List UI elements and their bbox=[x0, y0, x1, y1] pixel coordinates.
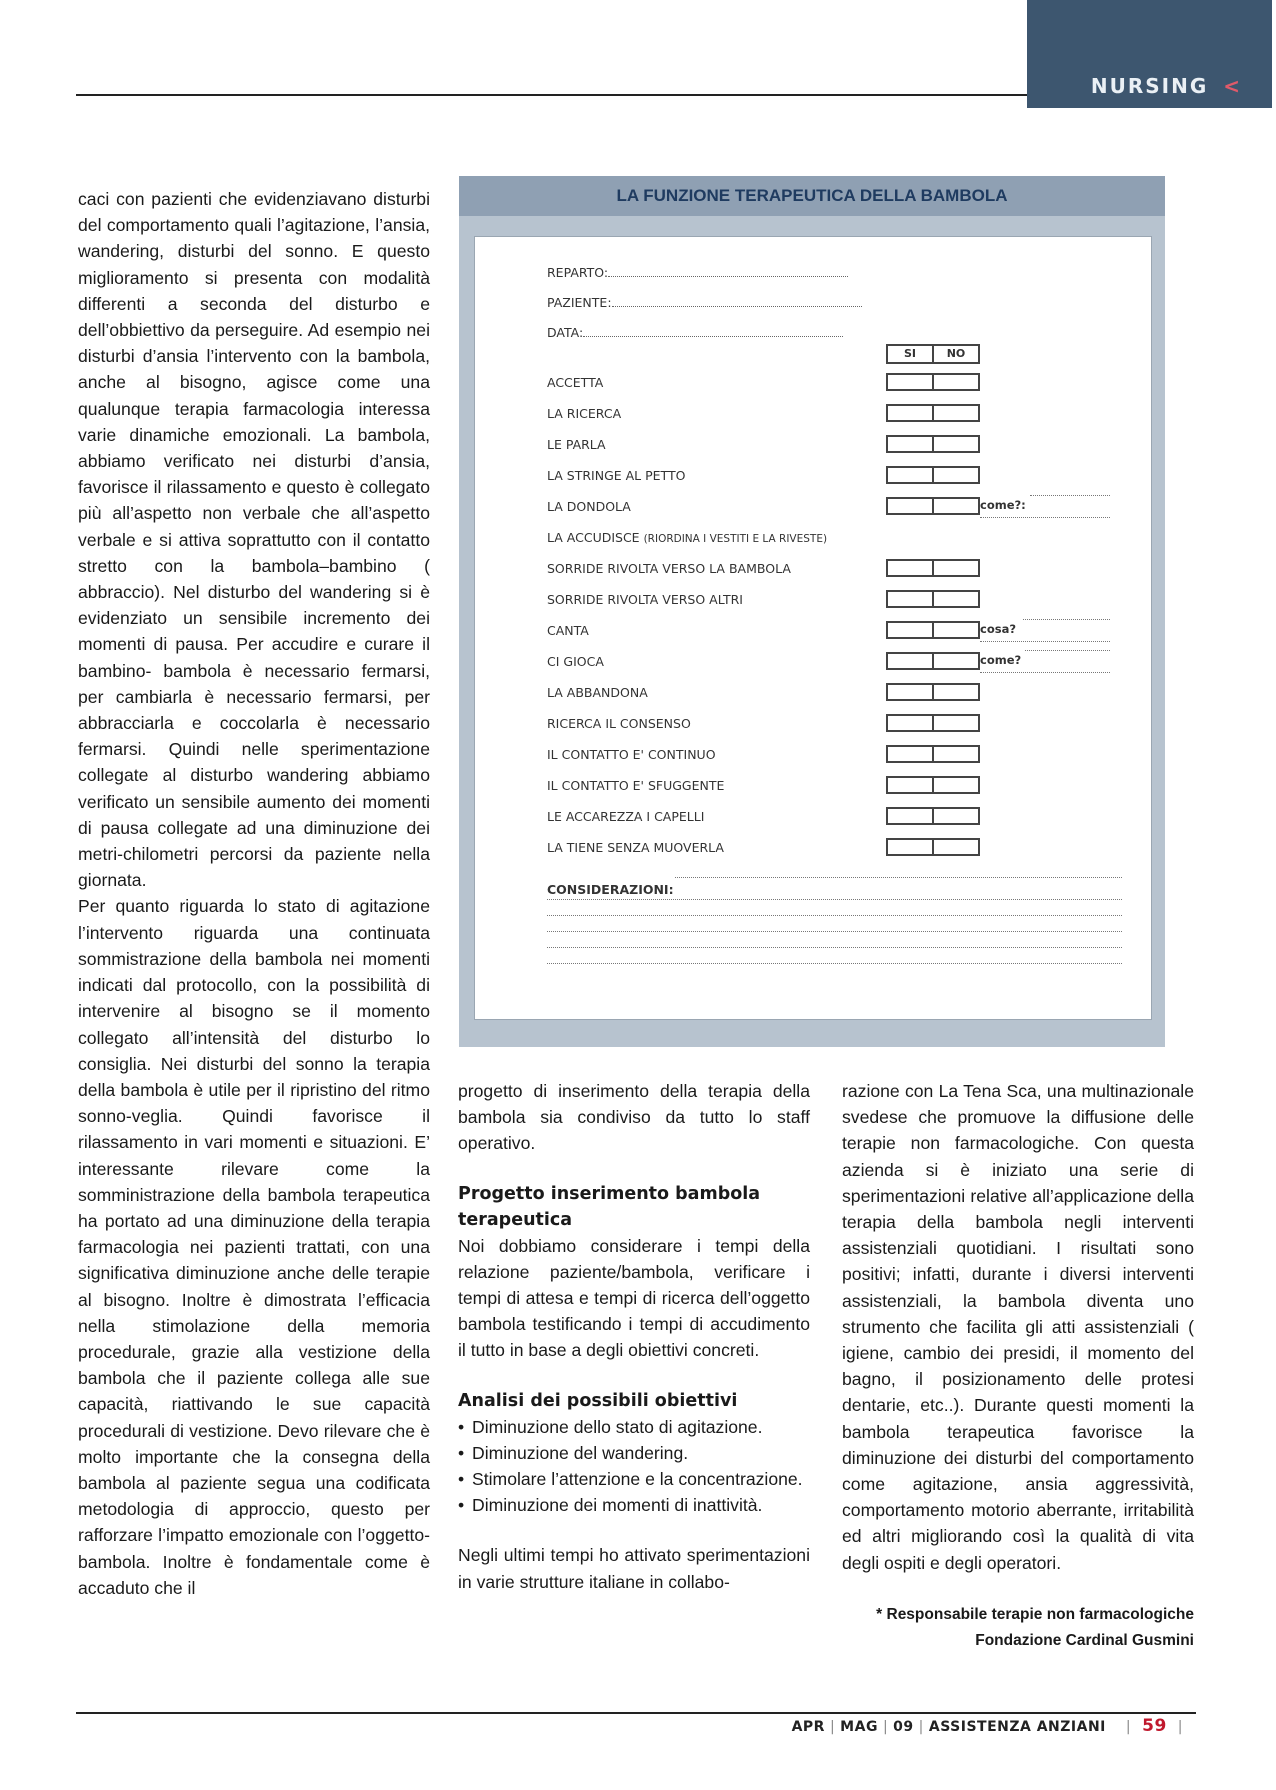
checkbox-pair[interactable] bbox=[886, 621, 980, 639]
page-footer: APR | MAG | 09 | ASSISTENZA ANZIANI | 59 | bbox=[791, 1716, 1183, 1736]
no-label: NO bbox=[946, 347, 966, 360]
field-data: DATA: bbox=[547, 325, 843, 340]
row-label: LA STRINGE AL PETTO bbox=[547, 468, 686, 483]
question-canta: cosa? bbox=[980, 622, 1016, 636]
paragraph: caci con pazienti che evidenziavano disturbi del comportamento quali l’agitazione, l’ansia, wandering, disturbi del sonno. E questo miglioramento si presenta con modalità differenti a seconda del disturbo e dell’obbiettivo da perseguire. Ad esempio nei disturbi d’ansia l’intervento con la bambola, anche al bisogno, agisce come una qualunque terapia farmacologia interessa varie dinamiche emozionali. La bambola, abbiamo verificato nei disturbi d’ansia, favorisce il rilassamento e questo è collegato più all’aspetto non verbale che all’aspetto verbale e si attiva soprattutto con il contatto stretto con la bambola–bambino ( abbraccio). Nel disturbo del wandering si è evidenziato un sensibile incremento dei momenti di pausa. Per accudire e curare il bambino- bambola è necessario fermarsi, per cambiarla è necessario fermarsi, per abbracciarla e coccolarla è necessario fermarsi. Quindi nelle sperimentazione collegate al disturbo wandering abbiamo verificato un sensibile aumento dei momenti di pausa collegate ad una diminuzione dei metri-chilometri percorsi da paziente nella giornata. bbox=[78, 189, 430, 891]
row-label: SORRIDE RIVOLTA VERSO ALTRI bbox=[547, 592, 743, 607]
list-item: • Diminuzione dello stato di agitazione. bbox=[458, 1414, 810, 1440]
row-label: ACCETTA bbox=[547, 375, 604, 390]
checkbox-pair[interactable] bbox=[886, 776, 980, 794]
footer-rule bbox=[76, 1712, 1196, 1714]
column-1 bbox=[78, 186, 430, 1601]
chevron-left-icon: < bbox=[1223, 74, 1242, 98]
row-label: LE ACCAREZZA I CAPELLI bbox=[547, 809, 705, 824]
row-label: LE PARLA bbox=[547, 437, 606, 452]
checkbox-pair[interactable] bbox=[886, 683, 980, 701]
row-label: LA ABBANDONA bbox=[547, 685, 648, 700]
section-label bbox=[1091, 74, 1242, 98]
column-2 bbox=[458, 1078, 810, 1595]
figure-title: LA FUNZIONE TERAPEUTICA DELLA BAMBOLA bbox=[459, 176, 1165, 216]
yes-no-header bbox=[886, 344, 980, 364]
section-heading: Progetto inserimento bambola terapeutica bbox=[458, 1183, 761, 1230]
list-item: • Diminuzione dei momenti di inattività. bbox=[458, 1492, 810, 1518]
checkbox-pair[interactable] bbox=[886, 466, 980, 484]
section-heading: Analisi dei possibili obiettivi bbox=[458, 1390, 738, 1411]
row-label: IL CONTATTO E' SFUGGENTE bbox=[547, 778, 725, 793]
checkbox-pair[interactable] bbox=[886, 404, 980, 422]
checkbox-pair[interactable] bbox=[886, 559, 980, 577]
field-reparto: REPARTO: bbox=[547, 265, 848, 280]
checkbox-pair[interactable] bbox=[886, 714, 980, 732]
list-item: • Diminuzione del wandering. bbox=[458, 1440, 810, 1466]
paragraph: Negli ultimi tempi ho attivato sperimentazioni in varie strutture italiane in collabo- bbox=[458, 1545, 810, 1592]
paragraph: Per quanto riguarda lo stato di agitazione l’intervento riguarda una continuata sommistrazione della bambola nei momenti indicati dal protocollo, con la possibilità di intervenire al bisogno se il momento collegato all’intensità del disturbo lo consiglia. Nei disturbi del sonno la terapia della bambola è utile per il ripristino del ritmo sonno-veglia. Quindi favorisce il rilassamento in vari momenti e situazioni. E’ interessante rilevare come la somministrazione della bambola terapeutica ha portato ad una diminuzione della terapia farmacologia nei pazienti trattati, con una significativa diminuzione anche delle terapie al bisogno. Inoltre è dimostrata l’efficacia nella stimolazione della memoria procedurale, grazie alla vestizione della bambola che il paziente collega alle sue capacità, riattivando le sue capacità procedurali di vestizione. Devo rilevare che è molto importante che la consegna della bambola al paziente segua una codificata metodologia di approccio, questo per rafforzare l’impatto emozionale con l’oggetto- bambola. Inoltre è fondamentale come è accaduto che il bbox=[78, 896, 430, 1598]
section-tab bbox=[1027, 0, 1272, 108]
row-label: LA ACCUDISCE (RIORDINA I VESTITI E LA RIVESTE) bbox=[547, 530, 828, 545]
checkbox-pair[interactable] bbox=[886, 435, 980, 453]
yes-label: SI bbox=[903, 347, 916, 360]
checkbox-pair[interactable] bbox=[886, 807, 980, 825]
row-label: IL CONTATTO E' CONTINUO bbox=[547, 747, 716, 762]
row-label: LA TIENE SENZA MUOVERLA bbox=[547, 840, 724, 855]
checkbox-pair[interactable] bbox=[886, 373, 980, 391]
list-item: • Stimolare l’attenzione e la concentrazione. bbox=[458, 1466, 810, 1492]
paragraph: razione con La Tena Sca, una multinazionale svedese che promuove la diffusione delle terapie non farmacologiche. Con questa azienda si è iniziato una serie di sperimentazioni relative all’applicazione della terapia della bambola negli interventi assistenziali quotidiani. I risultati sono positivi; infatti, durante i diversi interventi assistenziali, la bambola diventa uno strumento che facilita gli atti assistenziali ( igiene, cambio dei presidi, il momento del bagno, il posizionamento delle protesi dentarie, etc..). Durante questi momenti la bambola terapeutica favorisce la diminuzione dei disturbi del comportamento come agitazione, ansia aggressività, comportamento motorio aberrante, irritabilità ed altri migliorando così la qualità di vita degli ospiti e degli operatori. bbox=[842, 1081, 1194, 1573]
checkbox-pair[interactable] bbox=[886, 652, 980, 670]
row-label: RICERCA IL CONSENSO bbox=[547, 716, 691, 731]
paragraph: progetto di inserimento della terapia della bambola sia condiviso da tutto lo staff operativo. bbox=[458, 1081, 810, 1154]
row-label: CI GIOCA bbox=[547, 654, 604, 669]
page-number: 59 bbox=[1142, 1716, 1167, 1736]
question-dondola: come?: bbox=[980, 498, 1026, 512]
checkbox-pair[interactable] bbox=[886, 745, 980, 763]
author-signature: * Responsabile terapie non farmacologiche Fondazione Cardinal Gusmini bbox=[876, 1605, 1194, 1649]
checkbox-pair[interactable] bbox=[886, 590, 980, 608]
figure-box bbox=[459, 176, 1165, 1047]
section-name: NURSING bbox=[1090, 74, 1209, 98]
form-sheet bbox=[474, 236, 1152, 1020]
considerazioni-label: CONSIDERAZIONI: bbox=[547, 882, 674, 897]
row-label: LA RICERCA bbox=[547, 406, 622, 421]
objectives-list bbox=[458, 1414, 810, 1519]
header-rule bbox=[76, 94, 1027, 96]
checkbox-pair[interactable] bbox=[886, 838, 980, 856]
row-label: SORRIDE RIVOLTA VERSO LA BAMBOLA bbox=[547, 561, 791, 576]
column-3 bbox=[842, 1078, 1194, 1654]
row-label: CANTA bbox=[547, 623, 589, 638]
field-paziente: PAZIENTE: bbox=[547, 295, 862, 310]
question-gioca: come? bbox=[980, 653, 1022, 667]
paragraph: Noi dobbiamo considerare i tempi della relazione paziente/bambola, verificare i tempi di attesa e tempi di ricerca dell’oggetto bambola testificando i tempi di accudimento il tutto in base a degli obiettivi concreti. bbox=[458, 1235, 810, 1361]
row-label: LA DONDOLA bbox=[547, 499, 631, 514]
checkbox-pair[interactable] bbox=[886, 497, 980, 515]
